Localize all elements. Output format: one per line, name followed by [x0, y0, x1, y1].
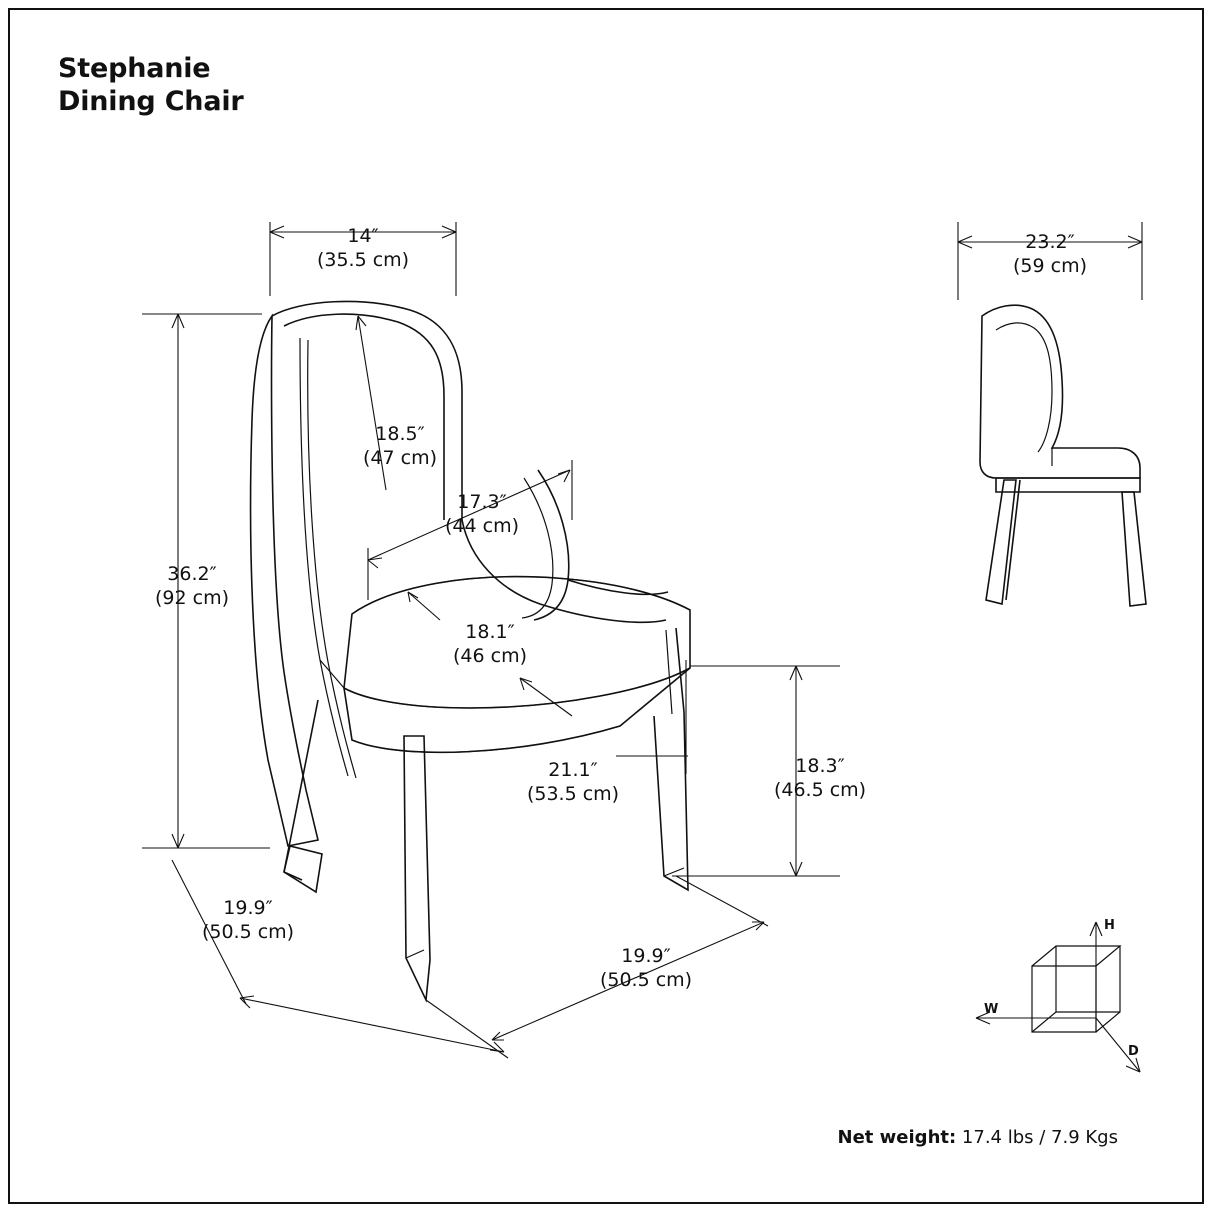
- net-weight: [838, 1127, 1118, 1148]
- dim-metric: (50.5 cm): [599, 969, 693, 991]
- axis-cube-legend: [976, 922, 1140, 1072]
- dim-metric: (53.5 cm): [526, 783, 620, 805]
- dim-metric: (50.5 cm): [201, 921, 295, 943]
- product-name-line1: Stephanie: [58, 53, 211, 84]
- dim-imperial: 21.1″: [548, 759, 598, 781]
- dim-imperial: 23.2″: [1025, 231, 1075, 253]
- dim-imperial: 17.3″: [457, 491, 507, 513]
- dimline-overall-width: [172, 860, 508, 1058]
- dim-label-overall-depth: [566, 944, 726, 992]
- dim-imperial: 36.2″: [167, 563, 217, 585]
- dim-imperial: 18.5″: [375, 423, 425, 445]
- dim-metric: (46 cm): [453, 645, 527, 667]
- dim-imperial: 14″: [347, 225, 379, 247]
- axis-label-width: W: [984, 1002, 999, 1017]
- dim-metric: (59 cm): [1013, 255, 1087, 277]
- product-name-line2: Dining Chair: [58, 86, 244, 117]
- dimline-seat-width: [408, 592, 440, 620]
- dim-label-side-view-depth: [968, 230, 1132, 278]
- dim-metric: (35.5 cm): [316, 249, 410, 271]
- dimline-seat-depth: [520, 660, 688, 774]
- dim-label-back-height: [330, 422, 470, 470]
- dim-metric: (44 cm): [445, 515, 519, 537]
- net-weight-label: Net weight:: [837, 1127, 957, 1148]
- dim-label-overall-width: [168, 896, 328, 944]
- axis-label-depth: D: [1128, 1044, 1139, 1059]
- dim-label-seat-height: [740, 754, 900, 802]
- dim-label-seat-width: [420, 620, 560, 668]
- dim-metric: (92 cm): [155, 587, 229, 609]
- axis-label-height: H: [1104, 918, 1115, 933]
- dim-imperial: 18.3″: [795, 755, 845, 777]
- net-weight-value: 17.4 lbs / 7.9 Kgs: [961, 1127, 1118, 1148]
- dim-metric: (47 cm): [363, 447, 437, 469]
- dim-label-seat-depth: [498, 758, 648, 806]
- dim-label-arm-width: [412, 490, 552, 538]
- chair-side-view: [980, 305, 1146, 606]
- dim-imperial: 18.1″: [465, 621, 515, 643]
- dim-label-overall-height: [122, 562, 262, 610]
- dim-imperial: 19.9″: [223, 897, 273, 919]
- dim-imperial: 19.9″: [621, 945, 671, 967]
- dim-metric: (46.5 cm): [773, 779, 867, 801]
- dim-label-seat-back-width: [278, 224, 448, 272]
